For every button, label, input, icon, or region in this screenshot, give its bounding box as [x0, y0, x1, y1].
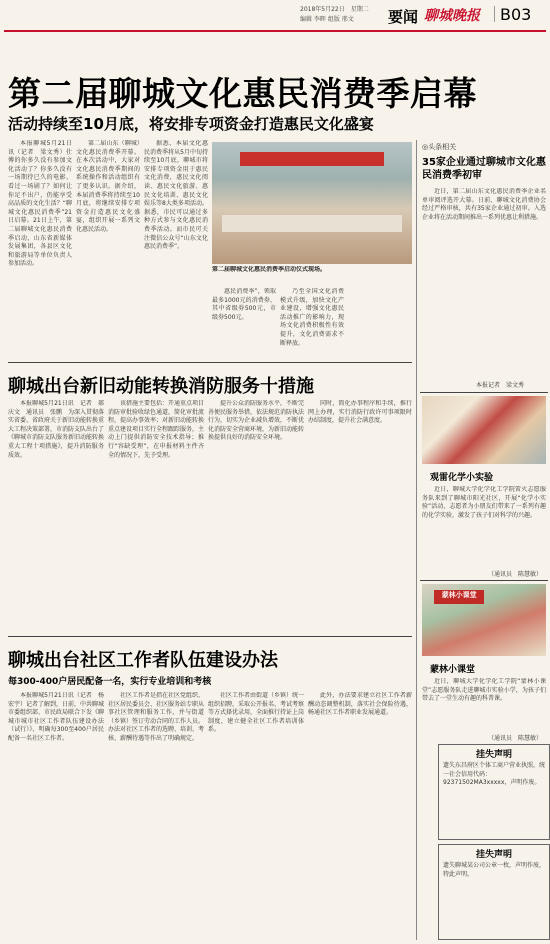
photo-sign: 蒙林小课堂: [434, 590, 484, 604]
header-rule: [4, 30, 546, 32]
fire-title: 聊城出台新旧动能转换消防服务十措施: [8, 376, 314, 397]
lead-subheadline: 活动持续至10月底，将安排专项资金打造惠民文化盛宴: [8, 115, 374, 133]
social-column-4: 此外，办法要求建立社区工作者薪酬动态调整机制，落实社会保险待遇，畅通社区工作者职业发展通道。: [308, 692, 412, 717]
sidebar-story1-title: 35家企业通过聊城市文化惠民消费季初审: [422, 157, 546, 181]
lead-column-3: 据悉，本届文化惠民消费季将从5月中旬持续至10月底，聊城市将安排专项资金用于惠民文化消费，惠民文化阅读、惠民文化旅游、惠民文化培训、惠民文化娱乐等8大类多项活动。据悉，市民可以通过多种方式参与文化惠民消费季活动。而市民可关注微信公众号“山东文化惠民消费季”。: [144, 140, 208, 251]
social-column-3: 社区工作者由街道（乡镇）统一组织招聘，采取公开报名、考试考察等方式择优录用，全面推行持证上岗制度，建立健全社区工作者培训体系。: [208, 692, 304, 734]
sidebar-story3-byline: （通讯员 陈慧敏）: [488, 735, 543, 742]
fire-column-3: 提升公众消防服务水平，不断完善便民服务举措，依法规范消防执法行为，切实为企业减负增效，不断优化消防安全营商环境，为新旧动能转换提供良好的消防安全环境。: [208, 400, 304, 442]
sidebar-story2-title: 观雷化学小实验: [430, 473, 494, 483]
sidebar-story1-body: 近日，第二届山东文化惠民消费季企业名单审阅评选开大幕。日前，聊城文化消费协会经过严格审核，共有35家企业通过初审。入选企业将在活动期间推出一系列优惠让利措施。: [422, 188, 546, 221]
lost-notice-2: [438, 844, 550, 940]
fire-column-2: 该措施主要包括：开通重点项目消防审批验收绿色通道，简化审批流程，提高办事效率；对新旧动能转换重点建设项目实行全程跟踪服务，主动上门提供消防安全技术指导；推行“容缺受理”，在申报材料主件齐全的情况下，先予受理。: [108, 400, 204, 459]
sidebar-rule-1: [420, 392, 548, 393]
social-column-1: 本报聊城5月21日讯（记者 杨宏宇）记者了解到，日前，中共聊城市委组织部、市民政局联合下发《聊城市城市社区工作者队伍建设办法（试行）》，明确每300至400户居民配备一名社区工作者。: [8, 692, 104, 742]
lead-photo: [212, 142, 412, 264]
lead-photo-caption: 第二届聊城文化惠民消费季启动仪式现场。: [212, 266, 327, 273]
lead-headline: 第二届聊城文化惠民消费季启幕: [8, 74, 477, 113]
page-header: [0, 0, 550, 30]
lost-notice-2-title: 挂失声明: [475, 850, 512, 860]
social-title: 聊城出台社区工作者队伍建设办法: [8, 650, 278, 671]
lost-notice-1-body: 遗失东昌府区个体工商户营业执照，统一社会信用代码：92371502MA3xxxxx，声明作废。: [443, 762, 546, 787]
editors-line: 编辑 李晖 组版 邢文: [300, 16, 354, 23]
social-column-2: 社区工作者是指在社区党组织、社区居民委员会、社区服务站专职从事社区管理和服务工作，并与街道（乡镇）签订劳动合同的工作人员。办法对社区工作者的选聘、培训、考核、薪酬待遇等作出了明确规定。: [108, 692, 204, 742]
sidebar-story3-body: 近日，聊城大学化学化工学院“蒙林小课堂”志愿服务队走进聊城市实验小学，为孩子们带去了一堂生动有趣的科普课。: [422, 678, 546, 703]
fire-column-4: 同时，简化办事程序和手续，推行网上办理，实行消防行政许可事项限时办结制度，提升社会满意度。: [308, 400, 412, 425]
lead-column-2: 第二届山东（聊城）文化惠民消费季开幕。在本次活动中，大家对文化惠民消费季期间的系统操作和活动组织有了更多认识。据介绍，本届消费季将持续至10月底，将继续安排专项资金打造惠民文化盛宴，组织开展一系列文化惠民活动。: [76, 140, 140, 233]
social-subtitle: 每300-400户居民配备一名，实行专业培训和考核: [8, 677, 212, 687]
sidebar-story3-title: 蒙林小课堂: [430, 665, 476, 675]
sidebar-tag: ◎头条相关: [422, 143, 457, 151]
photo-table: [222, 215, 402, 232]
fire-column-1: 本报聊城5月21日讯 记者 郝庆文 通讯员 张鹏 为深入贯彻落实省委、省政府关于新旧动能转换重大工程决策部署，市消防支队出台了《聊城市消防支队服务新旧动能转换重大工程十项措施》，提升消防服务质效。: [8, 400, 104, 459]
section-rule-fire: [8, 362, 412, 363]
lead-column-4: 惠民消费季”，领取最多1000元的消费券，其中省级券500元，市级券500元。: [212, 288, 276, 321]
lead-column-1: 本报聊城5月21日讯（记者 梁文秀）仕傅的你多久没有参加文化活动了？你多久没有一场期待已久的电影、看过一场剧了？如何让你足不出户，仍能享受高品质的文化生活？“聊城文化惠民消费季”21日启幕。21日上午，第二届聊城文化惠民消费季启动，山东省新媒体发展集团，各县区文化和旅游局等单位负责人参加活动。: [8, 140, 72, 268]
sidebar-story1-byline: 本报记者 梁文秀: [476, 382, 525, 389]
sidebar-story2-body: 近日，聊城大学化学化工学院雷火志愿服务队来到了聊城市阳光社区，开展“化学小实验”活动，志愿者为小朋友们带来了一系列有趣的化学实验，激发了孩子们对科学的兴趣。: [422, 486, 546, 519]
issue-date: 2018年5月22日 星期二: [300, 6, 369, 13]
lost-notice-1-title: 挂失声明: [475, 750, 512, 760]
sidebar-story2-photo: [422, 396, 546, 464]
section-rule-social: [8, 636, 412, 637]
section-name: 要闻: [388, 8, 419, 26]
sidebar-rule-2: [420, 580, 548, 581]
lost-notice-1: [438, 744, 550, 840]
newspaper-logo: 聊城晚报: [424, 8, 480, 24]
header-separator: [494, 6, 495, 22]
page-number: B03: [500, 5, 532, 24]
sidebar-story2-byline: （通讯员 陈慧敏）: [488, 571, 543, 578]
photo-banner: [240, 152, 384, 167]
sidebar-story3-photo: [422, 584, 546, 656]
lost-notice-2-body: 遗失聊城某公司公章一枚，声明作废，特此声明。: [443, 862, 546, 878]
lead-column-5: 乃至全国文化消费模式升级，加快文化产业建设，增强文化惠民活动推广的影响力，现场文化消费积极性有效提升，文化消费需求不断释放。: [280, 288, 344, 347]
sidebar-divider: [416, 140, 417, 940]
